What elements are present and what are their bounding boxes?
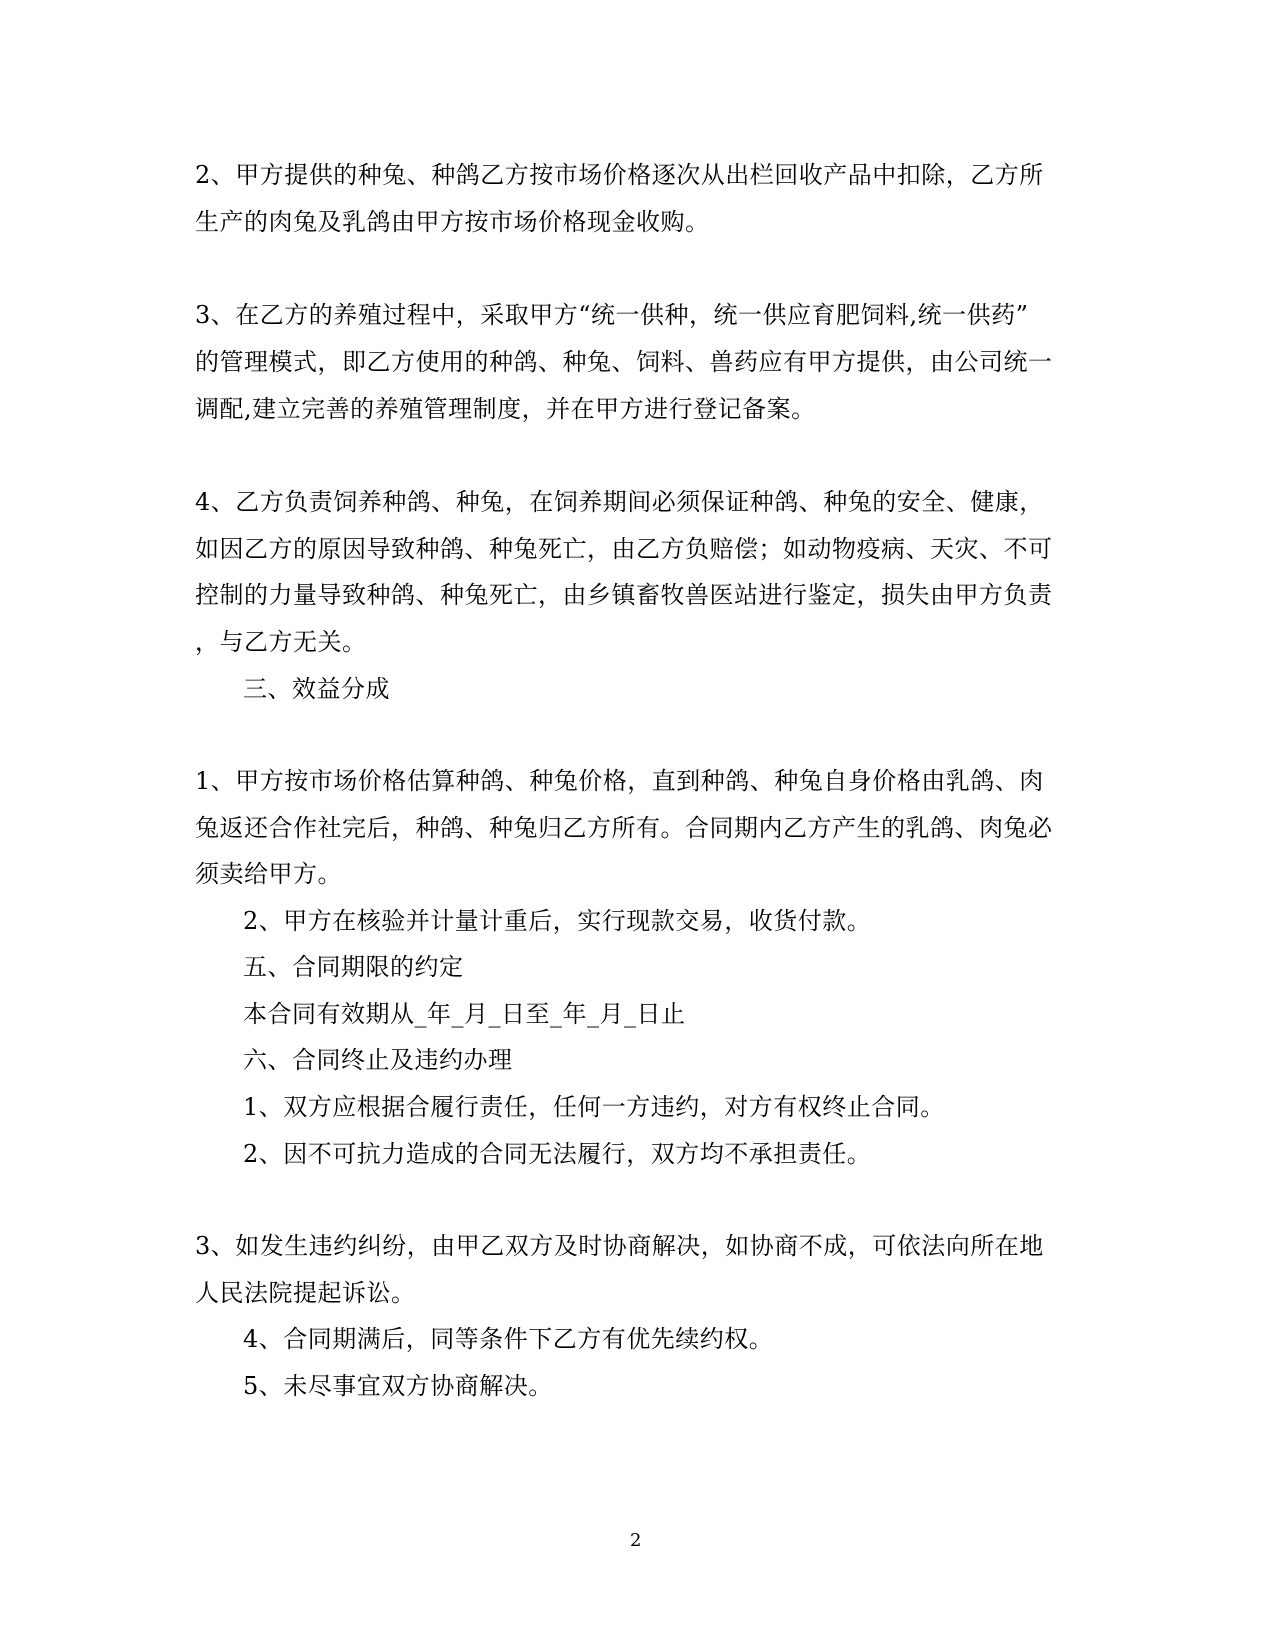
paragraph-line: 生产的肉兔及乳鸽由甲方按市场价格现金收购。 — [195, 208, 710, 236]
paragraph-line: 如因乙方的原因导致种鸽、种兔死亡，由乙方负赔偿；如动物疫病、天灾、不可 — [195, 535, 1053, 563]
paragraph-line: 2、因不可抗力造成的合同无法履行，双方均不承担责任。 — [243, 1140, 872, 1168]
section-heading: 五、合同期限的约定 — [243, 953, 464, 981]
paragraph-line: 的管理模式，即乙方使用的种鸽、种兔、饲料、兽药应有甲方提供，由公司统一 — [195, 348, 1053, 376]
section-heading: 三、效益分成 — [243, 675, 390, 703]
paragraph-line: 人民法院提起诉讼。 — [195, 1279, 416, 1307]
paragraph-line: 5、未尽事宜双方协商解决。 — [243, 1372, 553, 1400]
paragraph-line: 3、如发生违约纠纷，由甲乙双方及时协商解决，如协商不成，可依法向所在地 — [195, 1232, 1044, 1260]
paragraph-line: 1、甲方按市场价格估算种鸽、种兔价格，直到种鸽、种兔自身价格由乳鸽、肉 — [195, 767, 1044, 795]
paragraph-line: 4、合同期满后，同等条件下乙方有优先续约权。 — [243, 1325, 774, 1353]
paragraph-line: 1、双方应根据合履行责任，任何一方违约，对方有权终止合同。 — [243, 1093, 945, 1121]
paragraph-line: 2、甲方提供的种兔、种鸽乙方按市场价格逐次从出栏回收产品中扣除，乙方所 — [195, 161, 1044, 189]
paragraph-line: 本合同有效期从_年_月_日至_年_月_日止 — [243, 1000, 686, 1028]
paragraph-line: ，与乙方无关。 — [195, 628, 367, 656]
paragraph-line: 4、乙方负责饲养种鸽、种兔，在饲养期间必须保证种鸽、种兔的安全、健康， — [195, 488, 1044, 516]
paragraph-line: 2、甲方在核验并计量计重后，实行现款交易，收货付款。 — [243, 907, 872, 935]
section-heading: 六、合同终止及违约办理 — [243, 1046, 513, 1074]
paragraph-line: 兔返还合作社完后，种鸽、种兔归乙方所有。合同期内乙方产生的乳鸽、肉兔必 — [195, 814, 1053, 842]
paragraph-line: 调配,建立完善的养殖管理制度，并在甲方进行登记备案。 — [195, 395, 816, 423]
paragraph-line: 控制的力量导致种鸽、种兔死亡，由乡镇畜牧兽医站进行鉴定，损失由甲方负责 — [195, 581, 1053, 609]
paragraph-line: 3、在乙方的养殖过程中，采取甲方“统一供种，统一供应育肥饲料,统一供药” — [195, 301, 1029, 329]
page-number: 2 — [630, 1530, 642, 1551]
paragraph-line: 须卖给甲方。 — [195, 860, 342, 888]
